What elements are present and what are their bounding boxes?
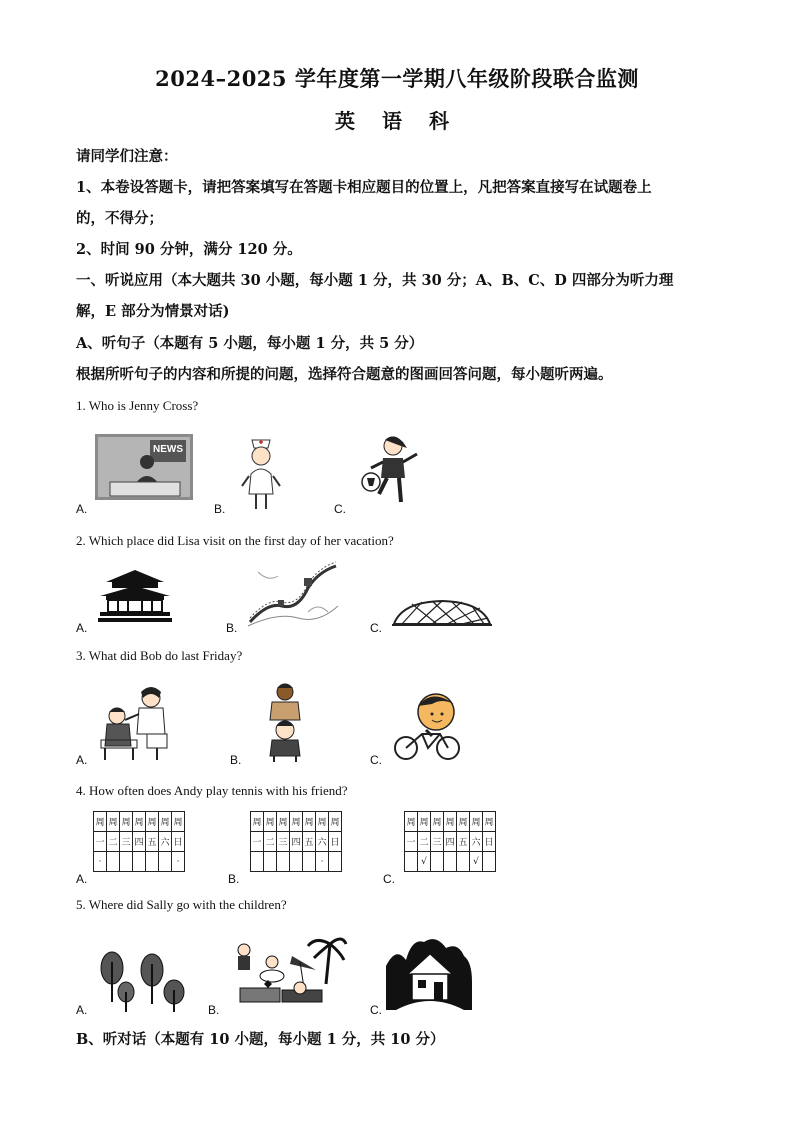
part-a-heading: A、听句子（本题有 5 小题，每小题 1 分，共 5 分） <box>76 335 424 352</box>
part-b-heading: B、听对话（本题有 10 小题，每小题 1 分，共 10 分） <box>76 1031 445 1048</box>
question-2: 2. Which place did Lisa visit on the first day of her vacation? <box>76 533 394 548</box>
q5-option-b[interactable]: B. <box>208 1003 220 1017</box>
news-sign-text: NEWS <box>153 444 183 455</box>
note-1-line-1: 1、本卷设答题卡，请把答案填写在答题卡相应题目的位置上，凡把答案直接写在试题卷上 <box>76 179 652 196</box>
section-one-heading-1: 一、听说应用（本大题共 30 小题，每小题 1 分，共 30 分；A、B、C、D 四部分为听力理 <box>76 272 674 289</box>
soccer-player-icon <box>355 434 425 506</box>
q1-option-c[interactable]: C. <box>334 502 346 516</box>
haircut-icon <box>262 682 308 762</box>
question-3: 3. What did Bob do last Friday? <box>76 648 243 663</box>
note-1-line-2: 的，不得分； <box>76 210 163 227</box>
palace-museum-icon <box>98 568 172 624</box>
calendar-a: 周 周 周 周 周 周 周 一 二 三 四 五 六 日 · · <box>93 811 185 872</box>
bike-riding-icon <box>392 690 464 762</box>
q3-option-b[interactable]: B. <box>230 753 242 767</box>
question-5: 5. Where did Sally go with the children? <box>76 897 287 912</box>
calendar-b: 周 周 周 周 周 周 周 一 二 三 四 五 六 日 · <box>250 811 342 872</box>
q2-option-c[interactable]: C. <box>370 621 382 635</box>
birds-nest-stadium-icon <box>392 598 492 628</box>
great-wall-icon <box>248 562 338 626</box>
q1-option-a[interactable]: A. <box>76 502 88 516</box>
q4-option-b[interactable]: B. <box>228 872 240 886</box>
news-anchor-icon <box>95 434 193 500</box>
note-2: 2、时间 90 分钟，满分 120 分。 <box>76 241 302 258</box>
subject-title: 英 语 科 <box>335 109 459 133</box>
q2-option-a[interactable]: A. <box>76 621 88 635</box>
notes-intro: 请同学们注意： <box>76 148 178 165</box>
doctor-visit-icon <box>97 684 175 762</box>
q5-option-c[interactable]: C. <box>370 1003 382 1017</box>
nurse-icon <box>238 434 284 512</box>
q1-option-b[interactable]: B. <box>214 502 226 516</box>
exam-title: 2024–2025 学年度第一学期八年级阶段联合监测 <box>155 66 639 91</box>
part-a-instruction: 根据所听句子的内容和所提的问题，选择符合题意的图画回答问题，每小题听两遍。 <box>76 366 613 383</box>
forest-icon <box>98 948 188 1014</box>
calendar-c: 周 周 周 周 周 周 周 一 二 三 四 五 六 日 √ √ <box>404 811 496 872</box>
q4-option-c[interactable]: C. <box>383 872 395 886</box>
question-4: 4. How often does Andy play tennis with his friend? <box>76 783 348 798</box>
question-1: 1. Who is Jenny Cross? <box>76 398 199 413</box>
q3-option-a[interactable]: A. <box>76 753 88 767</box>
beach-icon <box>234 934 346 1008</box>
q2-option-b[interactable]: B. <box>226 621 238 635</box>
q5-option-a[interactable]: A. <box>76 1003 88 1017</box>
q4-option-a[interactable]: A. <box>76 872 88 886</box>
countryside-house-icon <box>386 932 472 1010</box>
q3-option-c[interactable]: C. <box>370 753 382 767</box>
section-one-heading-2: 解，E 部分为情景对话) <box>76 303 230 320</box>
